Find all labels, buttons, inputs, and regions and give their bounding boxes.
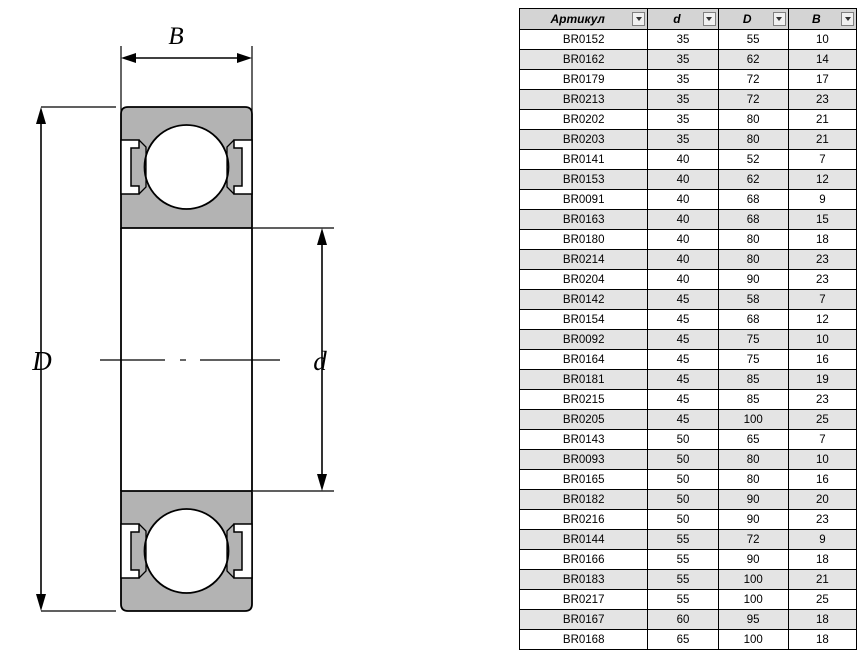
cell-article: BR0092 [520, 330, 648, 350]
table-row[interactable] [520, 610, 857, 630]
dimension-b [121, 46, 252, 112]
table-row[interactable] [520, 90, 857, 110]
cell-article: BR0093 [520, 450, 648, 470]
cell-width: 15 [788, 210, 856, 230]
cell-article: BR0181 [520, 370, 648, 390]
cell-article: BR0202 [520, 110, 648, 130]
cell-d: 55 [648, 570, 718, 590]
cell-outer-diameter: 85 [718, 370, 788, 390]
table-header [520, 9, 857, 30]
cell-d: 35 [648, 50, 718, 70]
cell-article: BR0217 [520, 590, 648, 610]
cell-article: BR0144 [520, 530, 648, 550]
cell-article: BR0168 [520, 630, 648, 650]
cell-width: 7 [788, 290, 856, 310]
cell-d: 45 [648, 390, 718, 410]
cell-article: BR0165 [520, 470, 648, 490]
cell-d: 35 [648, 90, 718, 110]
cell-outer-diameter: 52 [718, 150, 788, 170]
table-row[interactable] [520, 50, 857, 70]
cell-article: BR0153 [520, 170, 648, 190]
cell-article: BR0179 [520, 70, 648, 90]
column-header-article-label: Артикул [550, 12, 605, 26]
table-row[interactable] [520, 350, 857, 370]
bearing-lower-ring [121, 491, 252, 611]
chevron-down-icon [845, 17, 851, 21]
table-row[interactable] [520, 550, 857, 570]
cell-width: 7 [788, 150, 856, 170]
cell-article: BR0205 [520, 410, 648, 430]
cell-outer-diameter: 95 [718, 610, 788, 630]
cell-article: BR0216 [520, 510, 648, 530]
cell-article: BR0143 [520, 430, 648, 450]
cell-d: 45 [648, 350, 718, 370]
cell-outer-diameter: 62 [718, 50, 788, 70]
cell-width: 25 [788, 590, 856, 610]
cell-d: 50 [648, 510, 718, 530]
cell-article: BR0214 [520, 250, 648, 270]
column-header-outer-diameter-label: D [742, 12, 752, 26]
cell-d: 65 [648, 630, 718, 650]
table-row[interactable] [520, 230, 857, 250]
cell-outer-diameter: 75 [718, 330, 788, 350]
cell-width: 12 [788, 170, 856, 190]
table-row[interactable] [520, 390, 857, 410]
cell-width: 9 [788, 190, 856, 210]
cell-d: 40 [648, 170, 718, 190]
cell-width: 21 [788, 130, 856, 150]
cell-article: BR0154 [520, 310, 648, 330]
cell-outer-diameter: 72 [718, 530, 788, 550]
cell-width: 21 [788, 110, 856, 130]
cell-width: 20 [788, 490, 856, 510]
filter-dropdown-icon-width[interactable] [841, 12, 854, 26]
cell-d: 55 [648, 530, 718, 550]
cell-width: 7 [788, 430, 856, 450]
table-row[interactable] [520, 290, 857, 310]
cell-outer-diameter: 62 [718, 170, 788, 190]
cell-d: 40 [648, 270, 718, 290]
cell-width: 10 [788, 30, 856, 50]
table-row[interactable] [520, 490, 857, 510]
table-row[interactable] [520, 510, 857, 530]
cell-outer-diameter: 80 [718, 230, 788, 250]
cell-d: 45 [648, 310, 718, 330]
cell-article: BR0141 [520, 150, 648, 170]
cell-outer-diameter: 100 [718, 410, 788, 430]
table-row[interactable] [520, 630, 857, 650]
cell-d: 50 [648, 490, 718, 510]
cell-d: 40 [648, 210, 718, 230]
table-row[interactable] [520, 170, 857, 190]
cell-outer-diameter: 90 [718, 490, 788, 510]
cell-width: 10 [788, 330, 856, 350]
cell-width: 23 [788, 270, 856, 290]
cell-article: BR0213 [520, 90, 648, 110]
cell-width: 9 [788, 530, 856, 550]
cell-d: 50 [648, 450, 718, 470]
cell-outer-diameter: 80 [718, 130, 788, 150]
bearing-data-table [519, 8, 857, 650]
column-header-d[interactable] [648, 9, 718, 30]
chevron-down-icon [776, 17, 782, 21]
cell-d: 40 [648, 250, 718, 270]
table-row[interactable] [520, 470, 857, 490]
table-row[interactable] [520, 70, 857, 90]
cell-d: 40 [648, 190, 718, 210]
table-row[interactable] [520, 190, 857, 210]
table-row[interactable] [520, 250, 857, 270]
cell-outer-diameter: 90 [718, 270, 788, 290]
dimension-label-D: D [32, 346, 52, 376]
cell-outer-diameter: 55 [718, 30, 788, 50]
table-row[interactable] [520, 310, 857, 330]
cell-outer-diameter: 72 [718, 70, 788, 90]
cell-outer-diameter: 68 [718, 310, 788, 330]
cell-d: 35 [648, 110, 718, 130]
cell-width: 18 [788, 550, 856, 570]
cell-d: 55 [648, 550, 718, 570]
cell-article: BR0204 [520, 270, 648, 290]
cell-width: 25 [788, 410, 856, 430]
table-row[interactable] [520, 590, 857, 610]
cell-article: BR0215 [520, 390, 648, 410]
table-row[interactable] [520, 430, 857, 450]
cell-width: 18 [788, 230, 856, 250]
cell-d: 45 [648, 410, 718, 430]
bearing-upper-ring [121, 107, 252, 228]
cell-outer-diameter: 75 [718, 350, 788, 370]
cell-width: 21 [788, 570, 856, 590]
cell-width: 23 [788, 390, 856, 410]
cell-outer-diameter: 80 [718, 470, 788, 490]
cell-width: 18 [788, 630, 856, 650]
cell-width: 16 [788, 470, 856, 490]
cell-article: BR0203 [520, 130, 648, 150]
bearing-data-table-panel [519, 8, 859, 650]
cell-width: 23 [788, 90, 856, 110]
cell-article: BR0152 [520, 30, 648, 50]
filter-dropdown-icon-article[interactable] [632, 12, 645, 26]
chevron-down-icon [636, 17, 642, 21]
filter-dropdown-icon-d[interactable] [703, 12, 716, 26]
cell-outer-diameter: 68 [718, 190, 788, 210]
cell-outer-diameter: 80 [718, 250, 788, 270]
table-header-row [520, 9, 857, 30]
table-row[interactable] [520, 410, 857, 430]
cell-width: 16 [788, 350, 856, 370]
column-header-article[interactable] [520, 9, 648, 30]
cell-outer-diameter: 72 [718, 90, 788, 110]
table-row[interactable] [520, 570, 857, 590]
cell-outer-diameter: 80 [718, 110, 788, 130]
cell-d: 35 [648, 30, 718, 50]
cell-d: 55 [648, 590, 718, 610]
cell-d: 45 [648, 290, 718, 310]
cell-article: BR0164 [520, 350, 648, 370]
cell-width: 10 [788, 450, 856, 470]
cell-article: BR0167 [520, 610, 648, 630]
column-header-outer-diameter[interactable] [718, 9, 788, 30]
cell-outer-diameter: 90 [718, 510, 788, 530]
cell-outer-diameter: 65 [718, 430, 788, 450]
cell-outer-diameter: 100 [718, 570, 788, 590]
table-row[interactable] [520, 130, 857, 150]
cell-article: BR0166 [520, 550, 648, 570]
table-row[interactable] [520, 370, 857, 390]
table-row[interactable] [520, 330, 857, 350]
filter-dropdown-icon-outer-diameter[interactable] [773, 12, 786, 26]
column-header-width-label: B [812, 12, 821, 26]
cell-article: BR0182 [520, 490, 648, 510]
cell-width: 18 [788, 610, 856, 630]
cell-outer-diameter: 100 [718, 630, 788, 650]
table-row[interactable] [520, 150, 857, 170]
cell-width: 17 [788, 70, 856, 90]
cell-outer-diameter: 100 [718, 590, 788, 610]
table-body [520, 30, 857, 650]
table-row[interactable] [520, 210, 857, 230]
cell-d: 45 [648, 330, 718, 350]
cell-d: 60 [648, 610, 718, 630]
cell-article: BR0142 [520, 290, 648, 310]
cell-width: 19 [788, 370, 856, 390]
cell-article: BR0180 [520, 230, 648, 250]
cell-article: BR0162 [520, 50, 648, 70]
cell-article: BR0091 [520, 190, 648, 210]
cell-d: 50 [648, 470, 718, 490]
column-header-width[interactable] [788, 9, 856, 30]
cell-article: BR0163 [520, 210, 648, 230]
cell-outer-diameter: 90 [718, 550, 788, 570]
cell-outer-diameter: 80 [718, 450, 788, 470]
cell-width: 23 [788, 510, 856, 530]
cell-article: BR0183 [520, 570, 648, 590]
cell-outer-diameter: 85 [718, 390, 788, 410]
table-row[interactable] [520, 270, 857, 290]
cell-d: 35 [648, 70, 718, 90]
cell-outer-diameter: 68 [718, 210, 788, 230]
table-row[interactable] [520, 530, 857, 550]
cell-width: 23 [788, 250, 856, 270]
table-row[interactable] [520, 30, 857, 50]
table-row[interactable] [520, 450, 857, 470]
table-row[interactable] [520, 110, 857, 130]
chevron-down-icon [706, 17, 712, 21]
dimension-label-b: B [168, 23, 184, 50]
dimension-label-d: d [313, 346, 327, 376]
cell-width: 12 [788, 310, 856, 330]
cell-d: 35 [648, 130, 718, 150]
cell-outer-diameter: 58 [718, 290, 788, 310]
cell-d: 50 [648, 430, 718, 450]
column-header-d-label: d [673, 12, 681, 26]
cell-d: 40 [648, 150, 718, 170]
cell-d: 40 [648, 230, 718, 250]
cell-width: 14 [788, 50, 856, 70]
cell-d: 45 [648, 370, 718, 390]
